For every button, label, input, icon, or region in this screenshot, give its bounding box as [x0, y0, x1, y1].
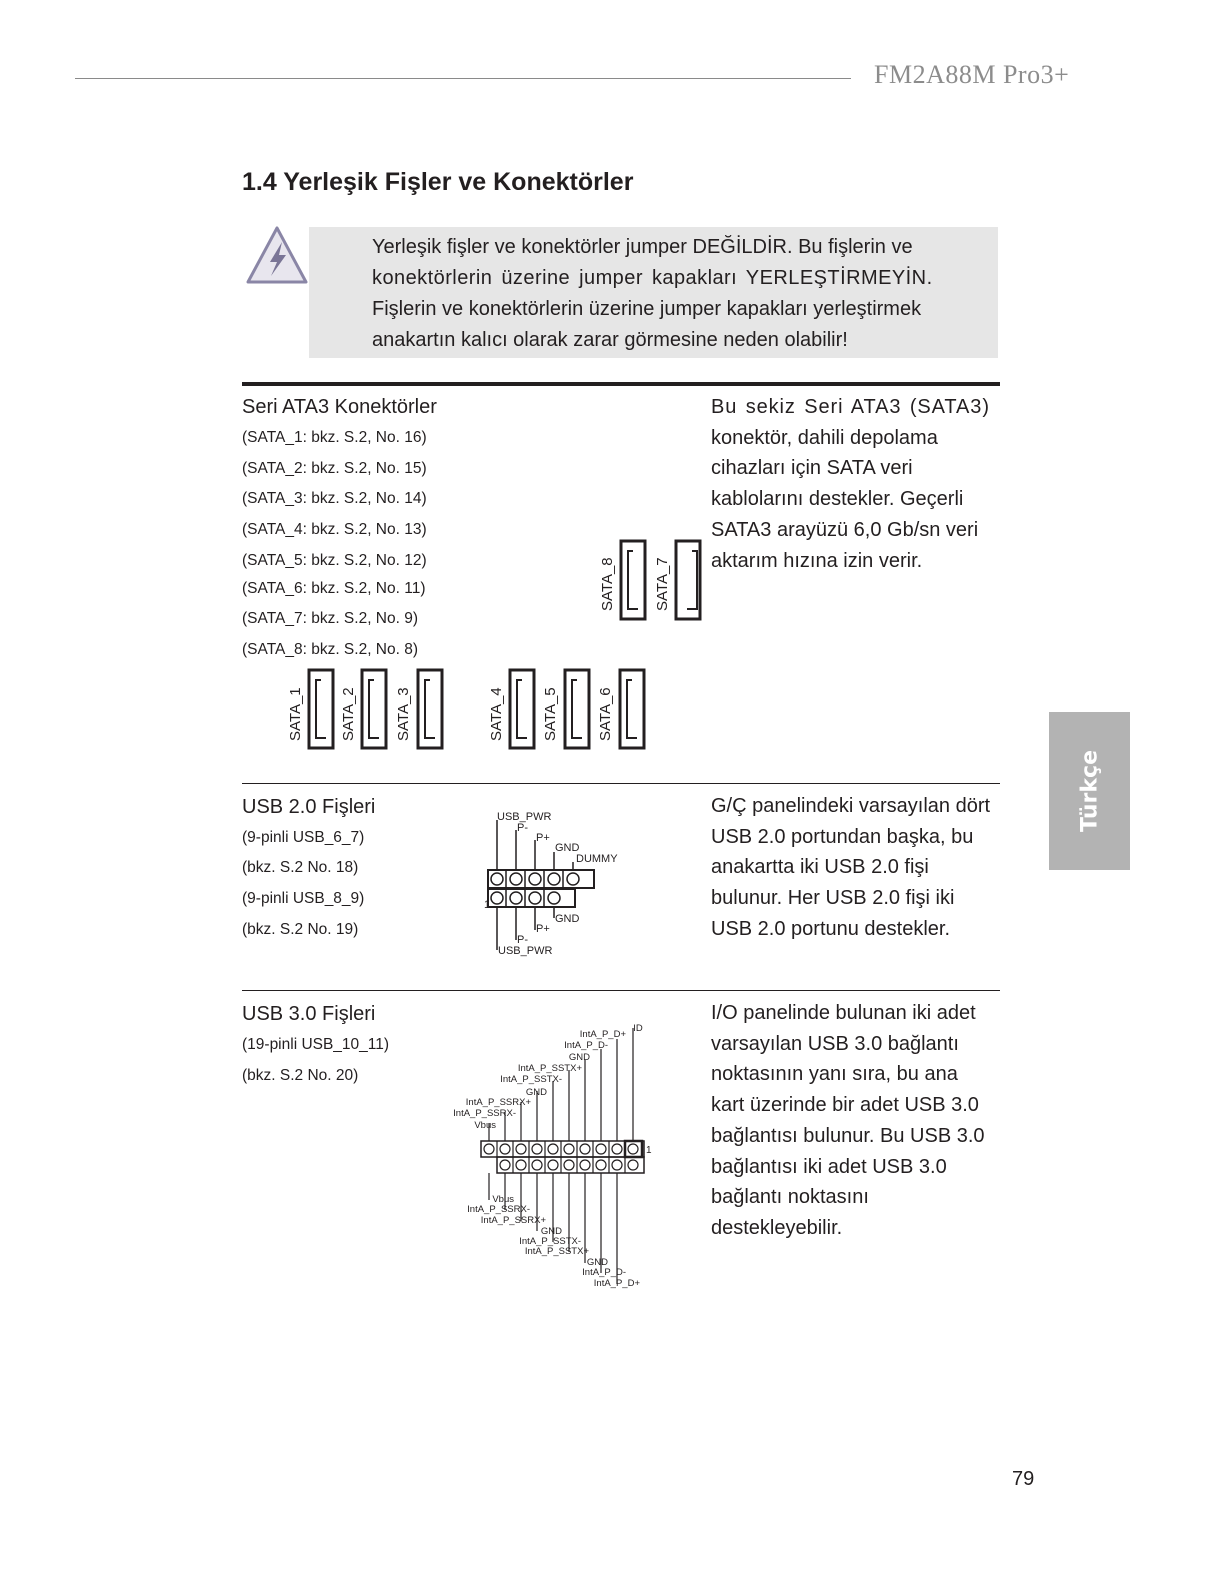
sata-label-4: SATA_4 — [488, 687, 505, 741]
sata-label-6: SATA_6 — [597, 687, 614, 741]
desc-line: noktasının yanı sıra, bu ana — [711, 1063, 958, 1086]
usb3-pin-label: IntA_P_D- — [564, 1040, 608, 1051]
usb3-pin-label: IntA_P_SSRX- — [453, 1108, 516, 1119]
usb2-pin-label: P- — [517, 822, 528, 834]
desc-line: USB 2.0 portundan başka, bu — [711, 825, 974, 848]
usb3-pin-label: IntA_P_SSRX- — [467, 1204, 530, 1215]
desc-line: bağlantı noktasını — [711, 1186, 869, 1209]
desc-line: destekleyebilir. — [711, 1216, 843, 1239]
usb2-pin1-label: 1 — [484, 899, 491, 911]
sata-ref: (SATA_8: bkz. S.2, No. 8) — [242, 641, 419, 658]
sata-label-7: SATA_7 — [654, 557, 671, 611]
caution-line: anakartın kalıcı olarak zarar görmesine neden olabilir! — [372, 329, 848, 351]
section-title: 1.4 Yerleşik Fişler ve Konektörler — [242, 168, 634, 196]
sata-title: Seri ATA3 Konektörler — [242, 396, 437, 418]
sata-ref: (SATA_7: bkz. S.2, No. 9) — [242, 610, 419, 627]
sata-ref: (SATA_5: bkz. S.2, No. 12) — [242, 552, 427, 569]
sata-label-2: SATA_2 — [340, 687, 357, 741]
desc-line: I/O panelinde bulunan iki adet — [711, 1002, 976, 1024]
usb3-pin1-label: 1 — [646, 1145, 652, 1156]
usb2-ref: (bkz. S.2 No. 18) — [242, 859, 359, 876]
section-divider — [242, 783, 1000, 784]
sata-label-5: SATA_5 — [542, 687, 559, 741]
desc-line: G/Ç panelindeki varsayılan dört — [711, 795, 991, 817]
language-tab — [1049, 712, 1130, 870]
usb3-pin-label: IntA_P_D+ — [593, 1278, 640, 1289]
sata-connector-7 — [676, 541, 700, 619]
sata-ref: (SATA_6: bkz. S.2, No. 11) — [242, 580, 426, 597]
desc-line: konektör, dahili depolama — [711, 426, 938, 449]
usb3-pin-label: GND — [586, 1257, 608, 1268]
usb2-pin-label: DUMMY — [576, 853, 618, 865]
usb3-pin-diagram — [440, 1015, 670, 1295]
sata-connector-6 — [620, 670, 644, 748]
desc-line: aktarım hızına izin verir. — [711, 549, 923, 572]
usb3-title: USB 3.0 Fişleri — [242, 1003, 376, 1025]
usb3-pin-label: Vbus — [474, 1120, 496, 1131]
caution-line: Fişlerin ve konektörlerin üzerine jumper kapakları yerleştirmek — [372, 298, 922, 320]
sata-connector-4 — [510, 670, 534, 748]
sata-ref: (SATA_4: bkz. S.2, No. 13) — [242, 521, 427, 538]
usb3-pin-label: Vbus — [492, 1194, 514, 1205]
usb3-pin-label: IntA_P_SSTX- — [519, 1236, 581, 1247]
usb2-ref: (bkz. S.2 No. 19) — [242, 921, 359, 938]
usb2-pin-label: USB_PWR — [497, 811, 552, 823]
usb3-pin-label: IntA_P_D+ — [579, 1029, 626, 1040]
usb3-pin-label: IntA_P_SSRX+ — [465, 1097, 531, 1108]
sata-connector-1 — [309, 670, 333, 748]
sata-label-1: SATA_1 — [287, 687, 304, 741]
usb3-pin-label: IntA_P_SSTX+ — [517, 1063, 582, 1074]
usb3-ref: (19-pinli USB_10_11) — [242, 1036, 390, 1053]
sata-ref: (SATA_3: bkz. S.2, No. 14) — [242, 490, 427, 507]
usb2-pin-label: GND — [555, 913, 580, 925]
sata-label-8: SATA_8 — [599, 557, 616, 611]
desc-line: bağlantısı bulunur. Bu USB 3.0 — [711, 1124, 985, 1147]
page-number: 79 — [1012, 1468, 1035, 1490]
desc-line: SATA3 arayüzü 6,0 Gb/sn veri — [711, 518, 979, 541]
desc-line: USB 2.0 portunu destekler. — [711, 917, 951, 940]
caution-line: Yerleşik fişler ve konektörler jumper DEĞİLDİR. Bu fişlerin ve — [372, 236, 913, 258]
usb2-description — [711, 791, 1001, 945]
usb2-pin-label: P+ — [536, 832, 550, 844]
usb3-pin-label: IntA_P_SSTX+ — [524, 1246, 589, 1257]
usb3-pin-label: IntA_P_SSRX+ — [480, 1215, 546, 1226]
usb3-pin-label: GND — [525, 1087, 547, 1098]
usb2-ref: (9-pinli USB_8_9) — [242, 890, 365, 907]
usb3-pin-label: GND — [540, 1226, 562, 1237]
section-divider — [242, 990, 1000, 991]
sata-ref: (SATA_2: bkz. S.2, No. 15) — [242, 460, 427, 477]
usb3-pin-label: IntA_P_SSTX- — [500, 1074, 562, 1085]
caution-line: konektörlerin üzerine jumper kapakları YERLEŞTİRMEYİN. — [372, 267, 933, 289]
desc-line: anakartta iki USB 2.0 fişi — [711, 856, 929, 879]
desc-line: bağlantısı iki adet USB 3.0 — [711, 1155, 947, 1178]
usb3-pin-label: GND — [568, 1052, 590, 1063]
usb3-ref: (bkz. S.2 No. 20) — [242, 1067, 359, 1084]
model-name: FM2A88M Pro3+ — [874, 60, 1070, 89]
usb3-pin-label: ID — [633, 1023, 643, 1034]
sata-connector-8 — [621, 541, 645, 619]
usb2-pin-label: P- — [517, 934, 528, 946]
sata-connector-2 — [362, 670, 386, 748]
usb2-title: USB 2.0 Fişleri — [242, 796, 376, 818]
language-tab-label: Türkçe — [1077, 749, 1102, 833]
sata-ref: (SATA_1: bkz. S.2, No. 16) — [242, 429, 427, 446]
desc-line: bulunur. Her USB 2.0 fişi iki — [711, 887, 955, 910]
usb2-ref: (9-pinli USB_6_7) — [242, 829, 365, 846]
sata-label-3: SATA_3 — [395, 687, 412, 741]
usb3-description — [711, 998, 1001, 1244]
usb2-pin-label: P+ — [536, 923, 550, 935]
sata-connector-3 — [418, 670, 442, 748]
desc-line: cihazları için SATA veri — [711, 457, 913, 480]
sata-description — [711, 392, 1001, 576]
desc-line: varsayılan USB 3.0 bağlantı — [711, 1032, 959, 1055]
desc-line: kablolarını destekler. Geçerli — [711, 488, 964, 511]
usb2-pin-label: GND — [555, 842, 580, 854]
usb3-pin-label: IntA_P_D- — [582, 1267, 626, 1278]
usb2-pin-label: USB_PWR — [498, 945, 553, 957]
desc-line: kart üzerinde bir adet USB 3.0 — [711, 1094, 979, 1117]
sata-connector-5 — [565, 670, 589, 748]
desc-line: Bu sekiz Seri ATA3 (SATA3) — [711, 396, 990, 418]
usb2-pin-diagram — [470, 800, 630, 965]
